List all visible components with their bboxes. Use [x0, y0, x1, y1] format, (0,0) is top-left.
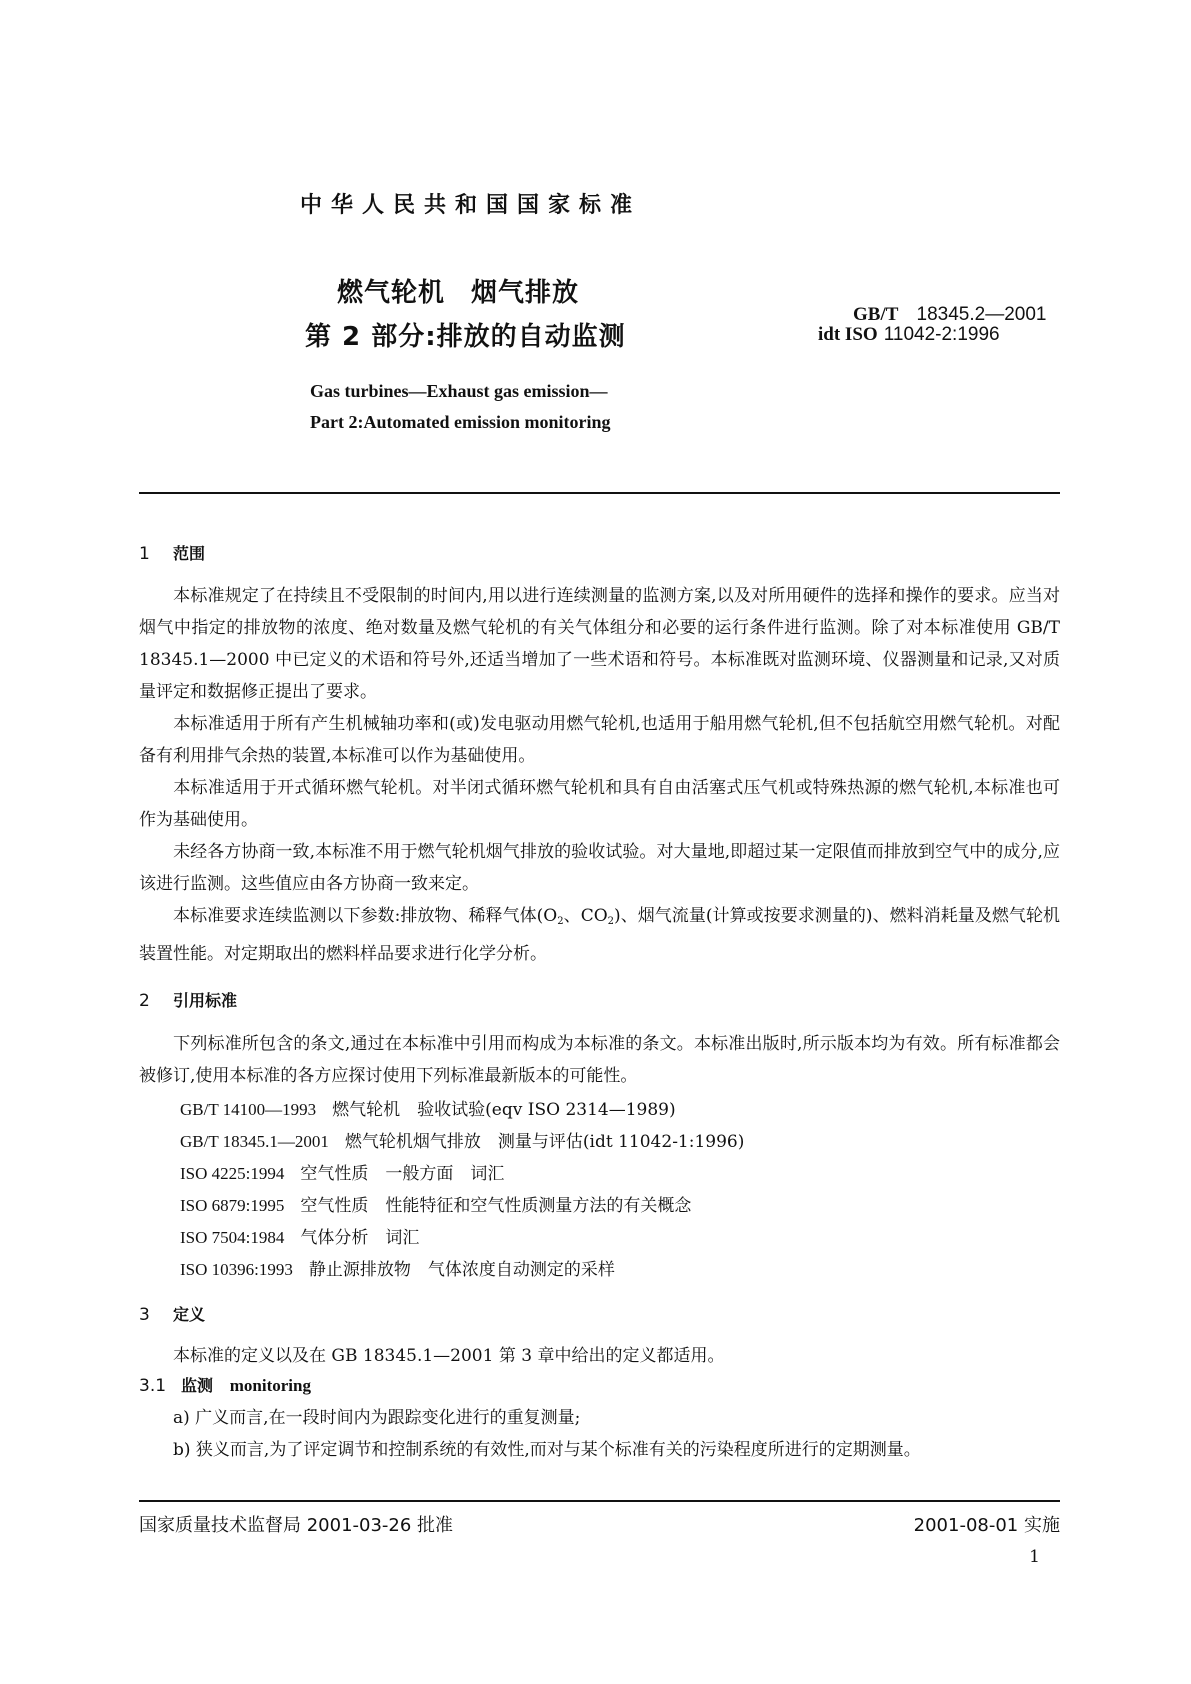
title-cn-line1 — [337, 272, 579, 309]
reference-item: ISO 6879:1995 空气性质 性能特征和空气性质测量方法的有关概念 — [180, 1196, 692, 1216]
subsection-title-en: monitoring — [229, 1376, 311, 1395]
paragraph: 本标准规定了在持续且不受限制的时间内,用以进行连续测量的监测方案,以及对所用硬件的选择和操作的要求。应当对烟气中指定的排放物的浓度、绝对数量及燃气轮机的有关气体组分和必要的运行条件进行监测。除了对本标准使用 GB/T 18345.1—2000 中已定义的术语和符号外,还适当增加了一些术语和符号。本标准既对监测环境、仪器测量和记录,又对质量评定和数据修正提出了要求。 — [139, 586, 1060, 702]
section-1-heading — [139, 541, 205, 564]
list-item-a: a) 广义而言,在一段时间内为跟踪变化进行的重复测量; — [173, 1408, 581, 1428]
title-en-line1: Gas turbines—Exhaust gas emission— — [310, 381, 608, 401]
section-2-heading — [139, 988, 237, 1011]
header-divider — [139, 492, 1060, 494]
title-cn-part1: 燃气轮机 — [337, 278, 446, 308]
section-number: 3 — [139, 1305, 150, 1325]
idt-number: 11042-2:1996 — [883, 324, 1000, 345]
paragraph: 本标准适用于所有产生机械轴功率和(或)发电驱动用燃气轮机,也适用于船用燃气轮机,但不包括航空用燃气轮机。对配备有利用排气余热的装置,本标准可以作为基础使用。 — [139, 714, 1060, 766]
std-code-prefix: GB/T — [853, 304, 899, 325]
paragraph: 本标准适用于开式循环燃气轮机。对半闭式循环燃气轮机和具有自由活塞式压气机或特殊热源的燃气轮机,本标准也可作为基础使用。 — [139, 778, 1060, 830]
list-item-b: b) 狭义而言,为了评定调节和控制系统的有效性,而对与某个标准有关的污染程度所进行的定期测量。 — [173, 1440, 921, 1460]
section-number: 1 — [139, 544, 150, 564]
paragraph: 下列标准所包含的条文,通过在本标准中引用而构成为本标准的条文。本标准出版时,所示版本均为有效。所有标准都会被修订,使用本标准的各方应探讨使用下列标准最新版本的可能性。 — [139, 1034, 1060, 1086]
section-3-heading — [139, 1302, 205, 1325]
reference-item: ISO 7504:1984 气体分析 词汇 — [180, 1228, 420, 1248]
section-title: 定义 — [173, 1305, 206, 1324]
subsection-3-1-heading — [139, 1373, 311, 1396]
section-title: 范围 — [173, 544, 206, 563]
national-standard-heading: 中华人民共和国国家标准 — [300, 193, 642, 218]
page-number: 1 — [1029, 1547, 1040, 1567]
paragraph: 未经各方协商一致,本标准不用于燃气轮机烟气排放的验收试验。对大量地,即超过某一定限值而排放到空气中的成分,应该进行监测。这些值应由各方协商一致来定。 — [139, 842, 1060, 894]
paragraph: 本标准的定义以及在 GB 18345.1—2001 第 3 章中给出的定义都适用。 — [173, 1346, 725, 1366]
reference-item: GB/T 14100—1993 燃气轮机 验收试验(eqv ISO 2314—1989) — [180, 1100, 676, 1120]
subsection-number: 3.1 — [139, 1376, 167, 1396]
idt-code — [818, 323, 1000, 346]
section-title: 引用标准 — [173, 991, 238, 1010]
section-number: 2 — [139, 991, 150, 1011]
reference-item: ISO 10396:1993 静止源排放物 气体浓度自动测定的采样 — [180, 1260, 615, 1280]
implementation-date: 2001-08-01 实施 — [913, 1515, 1060, 1536]
std-code-number: 18345.2—2001 — [916, 304, 1047, 325]
reference-item: ISO 4225:1994 空气性质 一般方面 词汇 — [180, 1164, 505, 1184]
idt-prefix: idt ISO — [818, 324, 878, 345]
paragraph: 本标准要求连续监测以下参数:排放物、稀释气体($O_2$、$CO_2$)、烟气流量(计算或按要求测量的)、燃料消耗量及燃气轮机装置性能。对定期取出的燃料样品要求进行化学分析。 — [139, 906, 1060, 964]
title-en-line2: Part 2:Automated emission monitoring — [310, 412, 611, 432]
approval-date: 国家质量技术监督局 2001-03-26 批准 — [139, 1515, 454, 1536]
subsection-title-cn: 监测 — [181, 1376, 214, 1395]
reference-item: GB/T 18345.1—2001 燃气轮机烟气排放 测量与评估(idt 11042-1:1996) — [180, 1132, 745, 1152]
footer-divider — [139, 1500, 1060, 1502]
title-cn-part2: 烟气排放 — [471, 278, 580, 308]
title-cn-line2: 第 2 部分:排放的自动监测 — [305, 322, 626, 352]
